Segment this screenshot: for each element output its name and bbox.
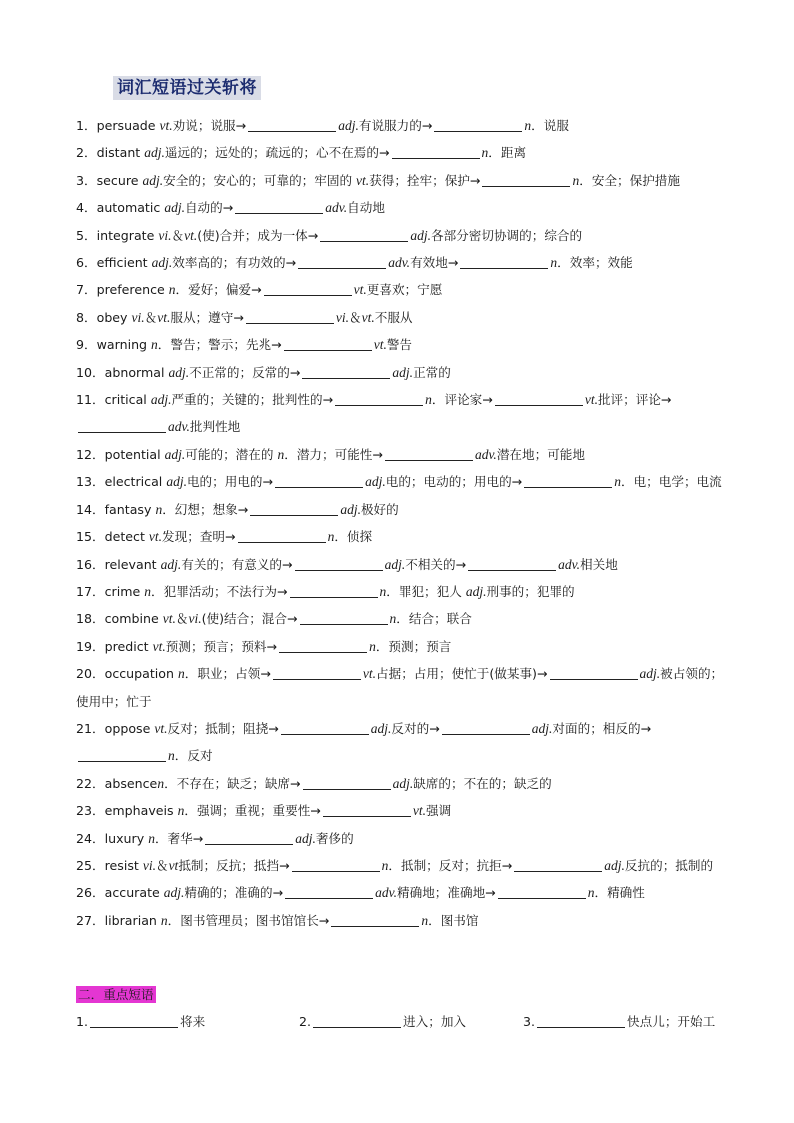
part-of-speech: vt. bbox=[148, 529, 163, 545]
item-text: automatic bbox=[96, 200, 165, 216]
part-of-speech: vi. bbox=[131, 309, 145, 325]
item-text: 强调 bbox=[425, 803, 452, 819]
vocab-item bbox=[76, 276, 724, 303]
item-text: 预测；预言；预料→ bbox=[165, 638, 278, 654]
item-text: warning bbox=[96, 337, 152, 353]
vocab-item bbox=[76, 907, 724, 934]
item-text: 正常的 bbox=[413, 364, 451, 380]
part-of-speech: n bbox=[327, 529, 335, 545]
item-text: 可能的；潜在的 bbox=[185, 446, 278, 462]
part-of-speech: adj. bbox=[370, 720, 392, 736]
item-text: 效率高的；有功效的→ bbox=[172, 255, 297, 271]
part-of-speech: n bbox=[572, 172, 580, 188]
answer-blank[interactable] bbox=[248, 117, 336, 132]
answer-blank[interactable] bbox=[495, 391, 583, 406]
item-text: ＆ bbox=[175, 611, 189, 627]
answer-blank[interactable] bbox=[250, 501, 338, 516]
answer-blank[interactable] bbox=[78, 747, 166, 762]
item-number: 14． bbox=[76, 501, 105, 517]
item-text: 有说服力的→ bbox=[358, 118, 433, 133]
item-text: ．评论家→ bbox=[431, 392, 493, 408]
item-number: 8． bbox=[76, 309, 97, 325]
answer-blank[interactable] bbox=[392, 144, 480, 159]
item-text: critical bbox=[104, 392, 151, 408]
part-of-speech: n bbox=[168, 748, 175, 764]
item-text: 警告 bbox=[386, 337, 413, 353]
part-of-speech: n bbox=[614, 474, 621, 490]
item-text: integrate bbox=[96, 227, 159, 243]
part-of-speech: n bbox=[481, 145, 489, 161]
phrase-item-1 bbox=[76, 1013, 205, 1031]
item-text: librarian bbox=[104, 912, 161, 928]
item-number: 24． bbox=[76, 830, 105, 846]
vocab-item bbox=[76, 468, 724, 495]
item-text: 奢侈的 bbox=[315, 830, 354, 846]
item-number: 5． bbox=[76, 227, 97, 243]
answer-blank[interactable] bbox=[468, 556, 556, 571]
vocab-item bbox=[76, 633, 724, 660]
phrase-item-3 bbox=[523, 1013, 715, 1031]
part-of-speech: adj. bbox=[410, 227, 431, 243]
item-text: potential bbox=[104, 446, 165, 462]
item-text: 自动的→ bbox=[184, 200, 234, 216]
vocab-item bbox=[76, 194, 724, 221]
part-of-speech: adv. bbox=[375, 885, 397, 901]
part-of-speech: vi. bbox=[142, 857, 156, 873]
phrase-number: 2. bbox=[299, 1014, 312, 1029]
part-of-speech: vt. bbox=[362, 666, 376, 682]
part-of-speech: vt. bbox=[162, 611, 176, 627]
item-text: ＆ bbox=[155, 857, 169, 873]
part-of-speech: vt bbox=[168, 857, 179, 873]
part-of-speech: adv. bbox=[558, 556, 581, 572]
item-text: oppose bbox=[104, 720, 155, 736]
answer-blank[interactable] bbox=[238, 528, 326, 543]
part-of-speech: n bbox=[587, 885, 595, 901]
item-text: ．职业；占领→ bbox=[184, 666, 271, 682]
part-of-speech: n bbox=[155, 501, 163, 517]
item-text: ．图书管理员；图书馆馆长→ bbox=[167, 912, 330, 928]
answer-blank[interactable] bbox=[285, 884, 373, 899]
answer-blank[interactable] bbox=[273, 665, 361, 680]
vocab-item bbox=[76, 879, 724, 906]
vocab-item bbox=[76, 770, 724, 797]
item-text: (使)合并；成为一体→ bbox=[197, 227, 319, 243]
answer-blank[interactable] bbox=[279, 638, 367, 653]
part-of-speech: n bbox=[381, 857, 389, 873]
item-text: efficient bbox=[96, 255, 152, 271]
part-of-speech: vt. bbox=[184, 227, 198, 243]
part-of-speech: adj. bbox=[164, 200, 185, 216]
item-number: 22． bbox=[76, 775, 105, 791]
part-of-speech: n bbox=[157, 775, 165, 791]
answer-blank[interactable] bbox=[537, 1013, 625, 1028]
item-number: 1． bbox=[76, 118, 97, 133]
answer-blank[interactable] bbox=[303, 775, 391, 790]
part-of-speech: vt. bbox=[361, 309, 375, 325]
item-text: 对面的；相反的→ bbox=[552, 720, 652, 736]
vocab-item bbox=[76, 605, 724, 632]
item-text: ＆ bbox=[171, 227, 185, 243]
answer-blank[interactable] bbox=[434, 117, 522, 132]
part-of-speech: vt. bbox=[353, 282, 367, 298]
item-text: 极好的 bbox=[360, 501, 399, 517]
item-text: 有关的；有意义的→ bbox=[181, 556, 293, 572]
part-of-speech: n bbox=[160, 912, 168, 928]
answer-blank[interactable] bbox=[246, 309, 334, 324]
item-text: abnormal bbox=[104, 364, 169, 380]
vocab-item bbox=[76, 496, 724, 523]
answer-blank[interactable] bbox=[281, 720, 369, 735]
answer-blank[interactable] bbox=[550, 665, 638, 680]
part-of-speech: n bbox=[389, 611, 397, 627]
item-text: 不服从 bbox=[374, 309, 413, 325]
section2-heading: 二．重点短语 bbox=[78, 987, 154, 1002]
item-text: occupation bbox=[104, 666, 178, 682]
part-of-speech: n bbox=[177, 803, 185, 819]
phrase-meaning: 快点儿；开始工 bbox=[627, 1014, 716, 1029]
item-text: ＆ bbox=[144, 309, 158, 325]
vocab-item bbox=[76, 441, 724, 468]
part-of-speech: adj. bbox=[166, 474, 187, 490]
part-of-speech: adv. bbox=[388, 255, 411, 271]
phrase-meaning: 将来 bbox=[180, 1014, 206, 1029]
item-number: 7． bbox=[76, 282, 97, 298]
part-of-speech: adj. bbox=[164, 446, 186, 462]
item-text: ．反对 bbox=[174, 748, 213, 764]
part-of-speech: vi. bbox=[158, 227, 172, 243]
part-of-speech: adj. bbox=[142, 172, 164, 188]
vocab-item bbox=[76, 222, 724, 249]
part-of-speech: vt. bbox=[584, 392, 598, 408]
item-text: 反抗的；抵制的 bbox=[624, 857, 714, 873]
item-text: crime bbox=[104, 583, 145, 599]
answer-blank[interactable] bbox=[264, 281, 352, 296]
item-text: combine bbox=[104, 611, 163, 627]
part-of-speech: n bbox=[277, 446, 285, 462]
item-text: ．罪犯；犯人 bbox=[386, 583, 466, 599]
part-of-speech: adj. bbox=[384, 556, 406, 572]
item-text: 发现；查明→ bbox=[162, 529, 236, 545]
item-text: 严重的；关键的；批判性的→ bbox=[171, 392, 334, 408]
item-text: 电的；用电的→ bbox=[186, 474, 274, 490]
item-text: ＆ bbox=[349, 309, 362, 325]
answer-blank[interactable] bbox=[205, 830, 293, 845]
item-text: 批评；评论→ bbox=[597, 392, 672, 408]
answer-blank[interactable] bbox=[498, 884, 586, 899]
vocab-item bbox=[76, 304, 724, 331]
item-text: 更喜欢；宁愿 bbox=[366, 282, 443, 298]
item-text: emphaveis bbox=[104, 803, 178, 819]
item-number: 21． bbox=[76, 720, 105, 736]
answer-blank[interactable] bbox=[323, 802, 411, 817]
section-title: 词汇短语过关斩将 bbox=[113, 76, 261, 100]
item-number: 3． bbox=[76, 172, 97, 188]
item-text: 反对的→ bbox=[391, 720, 440, 736]
item-number: 23． bbox=[76, 803, 105, 819]
item-text: ．幻想；想象→ bbox=[162, 501, 249, 517]
item-text: 占据；占用；使忙于(做某事)→ bbox=[376, 666, 548, 682]
part-of-speech: vt. bbox=[157, 309, 171, 325]
item-text: obey bbox=[96, 309, 132, 325]
part-of-speech: adj. bbox=[151, 255, 173, 271]
answer-blank[interactable] bbox=[292, 857, 380, 872]
vocab-item bbox=[76, 167, 724, 194]
part-of-speech: n bbox=[379, 583, 387, 599]
vocab-item bbox=[76, 852, 724, 879]
item-text: fantasy bbox=[104, 501, 156, 517]
part-of-speech: adj. bbox=[144, 145, 165, 161]
vocab-item bbox=[76, 331, 724, 358]
item-number: 25． bbox=[76, 857, 105, 873]
part-of-speech: adj. bbox=[160, 556, 182, 572]
part-of-speech: n bbox=[524, 118, 532, 133]
part-of-speech: adj. bbox=[465, 583, 487, 599]
part-of-speech: n bbox=[144, 583, 151, 599]
part-of-speech: n bbox=[421, 912, 429, 928]
item-number: 10． bbox=[76, 364, 105, 380]
phrase-number: 1. bbox=[76, 1014, 89, 1029]
vocab-item bbox=[76, 578, 724, 605]
item-text: 自动地 bbox=[347, 200, 385, 216]
part-of-speech: adj. bbox=[365, 474, 386, 490]
part-of-speech: n bbox=[151, 337, 158, 353]
part-of-speech: n bbox=[550, 255, 558, 271]
answer-blank[interactable] bbox=[235, 199, 323, 214]
item-text: detect bbox=[104, 529, 149, 545]
item-text: ．潜力；可能性→ bbox=[284, 446, 383, 462]
item-text: ．距离 bbox=[488, 145, 527, 161]
item-text: ．奢华→ bbox=[154, 830, 204, 846]
vocab-item bbox=[76, 139, 724, 166]
part-of-speech: vt. bbox=[152, 638, 166, 654]
item-text: 批判性地 bbox=[189, 419, 241, 435]
vocab-list bbox=[76, 112, 724, 934]
item-text: ．犯罪活动；不法行为→ bbox=[151, 583, 288, 599]
item-number: 9． bbox=[76, 337, 97, 353]
part-of-speech: vt. bbox=[412, 803, 426, 819]
item-text: ．预测；预言 bbox=[375, 638, 452, 654]
part-of-speech: n bbox=[369, 638, 376, 654]
item-number: 6． bbox=[76, 255, 97, 271]
item-text: 劝说；说服→ bbox=[172, 118, 247, 133]
item-text: 遥远的；远处的；疏远的；心不在焉的→ bbox=[164, 145, 390, 161]
part-of-speech: n bbox=[148, 830, 155, 846]
item-text: 相关地 bbox=[580, 556, 618, 572]
answer-blank[interactable] bbox=[524, 473, 612, 488]
part-of-speech: n bbox=[425, 392, 432, 408]
item-number: 20． bbox=[76, 666, 105, 682]
answer-blank[interactable] bbox=[298, 254, 386, 269]
part-of-speech: adv. bbox=[474, 446, 497, 462]
item-text: predict bbox=[104, 638, 153, 654]
answer-blank[interactable] bbox=[302, 364, 390, 379]
item-text: 潜在地；可能地 bbox=[496, 446, 585, 462]
item-text: 刑事的；犯罪的 bbox=[486, 583, 575, 599]
item-number: 4． bbox=[76, 200, 97, 216]
vocab-item bbox=[76, 715, 724, 770]
part-of-speech: adj. bbox=[338, 118, 359, 133]
answer-blank[interactable] bbox=[300, 610, 388, 625]
item-number: 12． bbox=[76, 446, 105, 462]
item-text: ．爱好；偏爱→ bbox=[175, 282, 262, 298]
item-text: resist bbox=[104, 857, 143, 873]
part-of-speech: adj. bbox=[392, 364, 414, 380]
part-of-speech: vt. bbox=[154, 720, 168, 736]
vocab-item bbox=[76, 359, 724, 386]
item-number: 15． bbox=[76, 529, 105, 545]
answer-blank[interactable] bbox=[442, 720, 530, 735]
item-text: preference bbox=[96, 282, 169, 298]
vocab-item bbox=[76, 660, 724, 715]
item-text: 有效地→ bbox=[410, 255, 459, 271]
item-text: ．强调；重视；重要性→ bbox=[184, 803, 321, 819]
part-of-speech: n bbox=[168, 282, 176, 298]
part-of-speech: vt. bbox=[159, 118, 173, 133]
answer-blank[interactable] bbox=[514, 857, 602, 872]
answer-blank[interactable] bbox=[331, 912, 419, 927]
item-text: 精确地；准确地→ bbox=[397, 885, 496, 901]
item-text: 精确的；准确的→ bbox=[184, 885, 284, 901]
vocab-item bbox=[76, 249, 724, 276]
item-text: 各部分密切协调的；综合的 bbox=[430, 227, 583, 243]
vocab-item bbox=[76, 386, 724, 441]
item-number: 27． bbox=[76, 912, 105, 928]
item-text: secure bbox=[96, 172, 143, 188]
item-text: 缺席的；不在的；缺乏的 bbox=[413, 775, 552, 791]
item-text: 被占领的；使用中；忙于 bbox=[76, 666, 724, 709]
item-number: 19． bbox=[76, 638, 105, 654]
item-text: ．安全；保护措施 bbox=[579, 172, 680, 188]
item-text: ．抵制；反对；抗拒→ bbox=[388, 857, 513, 873]
answer-blank[interactable] bbox=[335, 391, 423, 406]
answer-blank[interactable] bbox=[320, 227, 408, 242]
answer-blank[interactable] bbox=[295, 556, 383, 571]
part-of-speech: adj. bbox=[340, 501, 361, 517]
phrase-item-2 bbox=[299, 1013, 466, 1031]
item-number: 2． bbox=[76, 145, 97, 161]
answer-blank[interactable] bbox=[290, 583, 378, 598]
part-of-speech: adv. bbox=[168, 419, 190, 435]
phrase-number: 3. bbox=[523, 1014, 536, 1029]
item-number: 16． bbox=[76, 556, 105, 572]
part-of-speech: vi. bbox=[188, 611, 202, 627]
item-text: ．电；电学；电流 bbox=[620, 474, 722, 490]
item-text: accurate bbox=[104, 885, 164, 901]
item-text: ．说服 bbox=[531, 118, 569, 133]
answer-blank[interactable] bbox=[78, 418, 166, 433]
item-text: absence bbox=[104, 775, 158, 791]
part-of-speech: n bbox=[178, 666, 185, 682]
part-of-speech: adj. bbox=[295, 830, 316, 846]
item-text: luxury bbox=[104, 830, 149, 846]
item-text: ．警告；警示；先兆→ bbox=[157, 337, 282, 353]
item-text: persuade bbox=[96, 118, 160, 133]
part-of-speech: adj. bbox=[168, 364, 190, 380]
item-text: relevant bbox=[104, 556, 161, 572]
item-text: ．结合；联合 bbox=[396, 611, 472, 627]
part-of-speech: adv. bbox=[325, 200, 348, 216]
item-text: 抵制；反抗；抵挡→ bbox=[178, 857, 290, 873]
item-number: 13． bbox=[76, 474, 105, 490]
part-of-speech: vi. bbox=[335, 309, 350, 325]
answer-blank[interactable] bbox=[275, 473, 363, 488]
answer-blank[interactable] bbox=[385, 446, 473, 461]
part-of-speech: adj. bbox=[392, 775, 414, 791]
item-number: 11． bbox=[76, 392, 105, 408]
item-text: ．精确性 bbox=[594, 885, 645, 901]
item-text: 不正常的；反常的→ bbox=[189, 364, 301, 380]
answer-blank[interactable] bbox=[284, 336, 372, 351]
item-text: electrical bbox=[104, 474, 167, 490]
item-text: 不相关的→ bbox=[405, 556, 467, 572]
part-of-speech: adj. bbox=[150, 392, 172, 408]
answer-blank[interactable] bbox=[482, 172, 570, 187]
part-of-speech: vt. bbox=[373, 337, 387, 353]
item-text: 反对；抵制；阻挠→ bbox=[167, 720, 279, 736]
item-text: ．图书馆 bbox=[428, 912, 479, 928]
item-text: ．不存在；缺乏；缺席→ bbox=[164, 775, 301, 791]
answer-blank[interactable] bbox=[313, 1013, 401, 1028]
item-number: 17． bbox=[76, 583, 105, 599]
vocab-item bbox=[76, 551, 724, 578]
vocab-item bbox=[76, 112, 724, 139]
item-number: 26． bbox=[76, 885, 105, 901]
item-text: ．侦探 bbox=[334, 529, 373, 545]
item-text: distant bbox=[96, 145, 145, 161]
part-of-speech: adj. bbox=[531, 720, 553, 736]
item-text: 电的；电动的；用电的→ bbox=[385, 474, 523, 490]
answer-blank[interactable] bbox=[90, 1013, 178, 1028]
vocab-item bbox=[76, 825, 724, 852]
vocab-item bbox=[76, 523, 724, 550]
item-text: ．效率；效能 bbox=[557, 255, 633, 271]
part-of-speech: adj. bbox=[604, 857, 625, 873]
item-number: 18． bbox=[76, 611, 105, 627]
part-of-speech: adj. bbox=[163, 885, 185, 901]
phrase-meaning: 进入；加入 bbox=[403, 1014, 466, 1029]
answer-blank[interactable] bbox=[460, 254, 548, 269]
item-text: 获得；拴牢；保护→ bbox=[369, 172, 481, 188]
part-of-speech: vt. bbox=[356, 172, 370, 188]
item-text: 安全的；安心的；可靠的；牢固的 bbox=[163, 172, 357, 188]
vocab-item bbox=[76, 797, 724, 824]
item-text: 服从；遵守→ bbox=[170, 309, 244, 325]
item-text: (使)结合；混合→ bbox=[201, 611, 298, 627]
part-of-speech: adj. bbox=[639, 666, 661, 682]
